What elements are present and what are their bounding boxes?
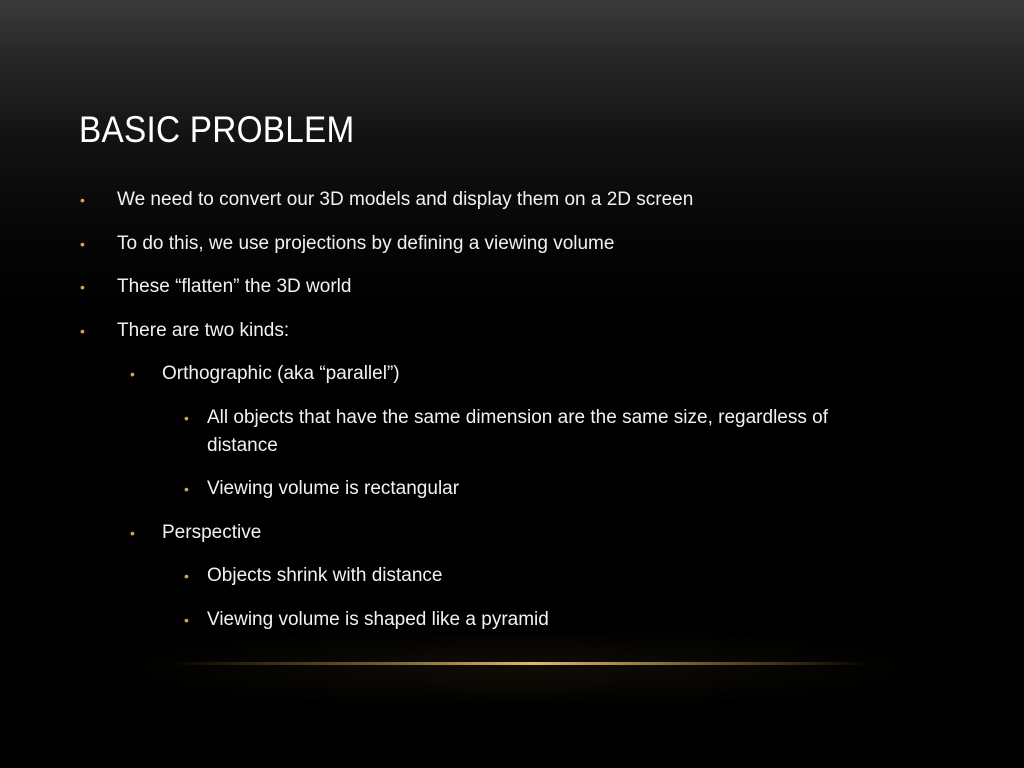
bullet-dot-icon: • xyxy=(80,235,85,252)
sub-sub-bullet-item xyxy=(0,606,897,634)
bullet-item xyxy=(0,230,897,258)
bullet-text: These “flatten” the 3D world xyxy=(117,276,352,297)
sub-bullet-item xyxy=(0,519,902,547)
bullet-spacer xyxy=(0,590,1024,606)
sub-sub-bullet-item xyxy=(0,475,897,503)
bullet-dot-icon: • xyxy=(184,409,189,426)
sub-sub-bullet-item xyxy=(0,404,897,460)
bullet-spacer xyxy=(0,258,1024,274)
bullet-dot-icon: • xyxy=(184,611,189,628)
bullet-text: We need to convert our 3D models and display them on a 2D screen xyxy=(117,189,694,210)
slide-title: BASIC PROBLEM xyxy=(79,109,355,150)
bullet-dot-icon: • xyxy=(184,568,189,584)
bullet-item xyxy=(0,317,897,345)
bullet-text: Viewing volume is rectangular xyxy=(207,478,460,499)
bullet-text: Orthographic (aka “parallel”) xyxy=(162,363,400,384)
bullet-text: To do this, we use projections by defining a viewing volume xyxy=(117,232,615,254)
bullet-dot-icon: • xyxy=(130,366,135,382)
bullet-text: Objects shrink with distance xyxy=(207,565,443,586)
bullet-dot-icon: • xyxy=(80,192,85,208)
accent-divider-line xyxy=(170,662,870,665)
bullet-item xyxy=(0,186,897,214)
bullet-spacer xyxy=(0,214,1024,230)
sub-sub-bullet-item xyxy=(0,562,897,590)
sub-bullet-item xyxy=(0,360,902,388)
bullet-text: All objects that have the same dimension are the same size, regardless of distance xyxy=(207,406,828,456)
bullet-text: There are two kinds: xyxy=(117,319,290,341)
bullet-text: Perspective xyxy=(162,521,262,543)
bullet-spacer xyxy=(0,503,1024,519)
bullet-spacer xyxy=(0,388,1024,404)
bullet-spacer xyxy=(0,460,1024,476)
bullet-list xyxy=(0,186,1024,634)
bullet-text: Viewing volume is shaped like a pyramid xyxy=(207,608,549,630)
bullet-dot-icon: • xyxy=(80,322,85,339)
bullet-dot-icon: • xyxy=(80,279,85,295)
bullet-spacer xyxy=(0,301,1024,317)
bullet-spacer xyxy=(0,345,1024,361)
bullet-item xyxy=(0,273,897,301)
bullet-dot-icon: • xyxy=(130,524,135,541)
bullet-spacer xyxy=(0,547,1024,563)
bullet-dot-icon: • xyxy=(184,481,189,497)
